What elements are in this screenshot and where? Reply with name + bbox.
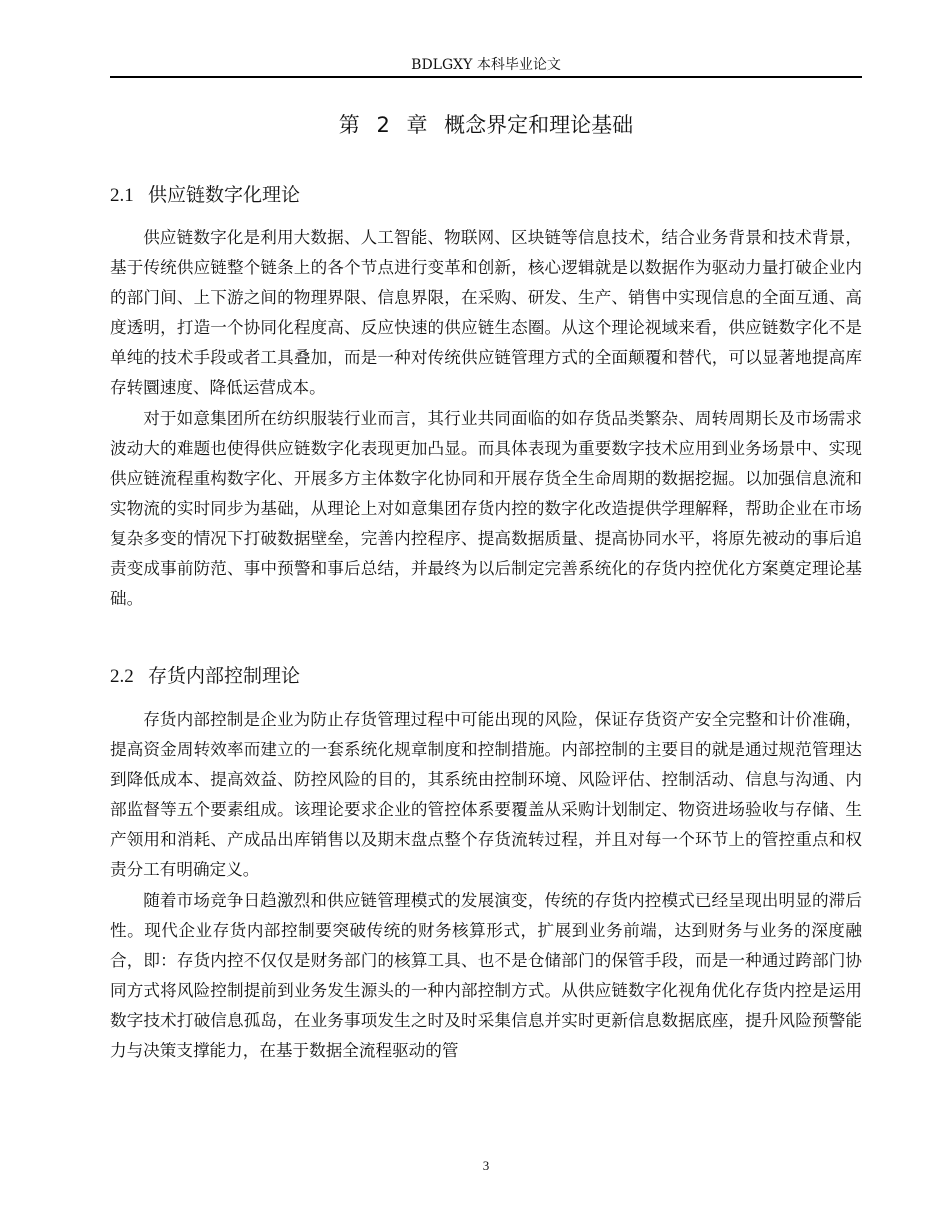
section-heading-2-2 — [110, 662, 862, 691]
body-paragraph: 供应链数字化是利用大数据、人工智能、物联网、区块链等信息技术，结合业务背景和技术背景，基于传统供应链整个链条上的各个节点进行变革和创新，核心逻辑就是以数据作为驱动力量打破企业内的部门间、上下游之间的物理界限、信息界限，在采购、研发、生产、销售中实现信息的全面互通、高度透明，打造一个协同化程度高、反应快速的供应链生态圈。从这个理论视域来看，供应链数字化不是单纯的技术手段或者工具叠加，而是一种对传统供应链管理方式的全面颠覆和替代，可以显著地提高库存转圜速度、降低运营成本。 — [110, 228, 862, 397]
body-paragraph: 存货内部控制是企业为防止存货管理过程中可能出现的风险，保证存货资产安全完整和计价准确，提高资金周转效率而建立的一套系统化规章制度和控制措施。内部控制的主要目的就是通过规范管理达到降低成本、提高效益、防控风险的目的，其系统由控制环境、风险评估、控制活动、信息与沟通、内部监督等五个要素组成。该理论要求企业的管控体系要覆盖从采购计划制定、物资进场验收与存储、生产领用和消耗、产成品出库销售以及期末盘点整个存货流转过程，并且对每一个环节上的管控重点和权责分工有明确定义。 — [110, 710, 862, 879]
body-paragraph: 随着市场竞争日趋激烈和供应链管理模式的发展演变，传统的存货内控模式已经呈现出明显的滞后性。现代企业存货内部控制要突破传统的财务核算形式，扩展到业务前端，达到财务与业务的深度融合，即：存货内控不仅仅是财务部门的核算工具、也不是仓储部门的保管手段，而是一种通过跨部门协同方式将风险控制提前到业务发生源头的一种内部控制方式。从供应链数字化视角优化存货内控是运用数字技术打破信息孤岛，在业务事项发生之时及时采集信息并实时更新信息数据底座，提升风险预警能力与决策支撑能力，在基于数据全流程驱动的管 — [110, 891, 862, 1060]
body-paragraph: 对于如意集团所在纺织服装行业而言，其行业共同面临的如存货品类繁杂、周转周期长及市场需求波动大的难题也使得供应链数字化表现更加凸显。而具体表现为重要数字技术应用到业务场景中、实现供应链流程重构数字化、开展多方主体数字化协同和开展存货全生命周期的数据挖掘。以加强信息流和实物流的实时同步为基础，从理论上对如意集团存货内控的数字化改造提供学理解释，帮助企业在市场复杂多变的情况下打破数据壁垒，完善内控程序、提高数据质量、提高协同水平，将原先被动的事后追责变成事前防范、事中预警和事后总结，并最终为以后制定完善系统化的存货内控优化方案奠定理论基础。 — [110, 409, 862, 608]
page-number: 3 — [482, 1158, 490, 1173]
section-number: 2.2 — [110, 666, 134, 687]
chapter-title: 第 2 章 概念界定和理论基础 — [338, 113, 634, 137]
section-title: 存货内部控制理论 — [148, 665, 301, 687]
section-title: 供应链数字化理论 — [148, 184, 301, 206]
running-header: BDLGXY 本科毕业论文 — [411, 57, 561, 73]
section-heading-2-1 — [110, 181, 862, 210]
header-rule — [110, 76, 862, 78]
section-number: 2.1 — [110, 185, 134, 206]
